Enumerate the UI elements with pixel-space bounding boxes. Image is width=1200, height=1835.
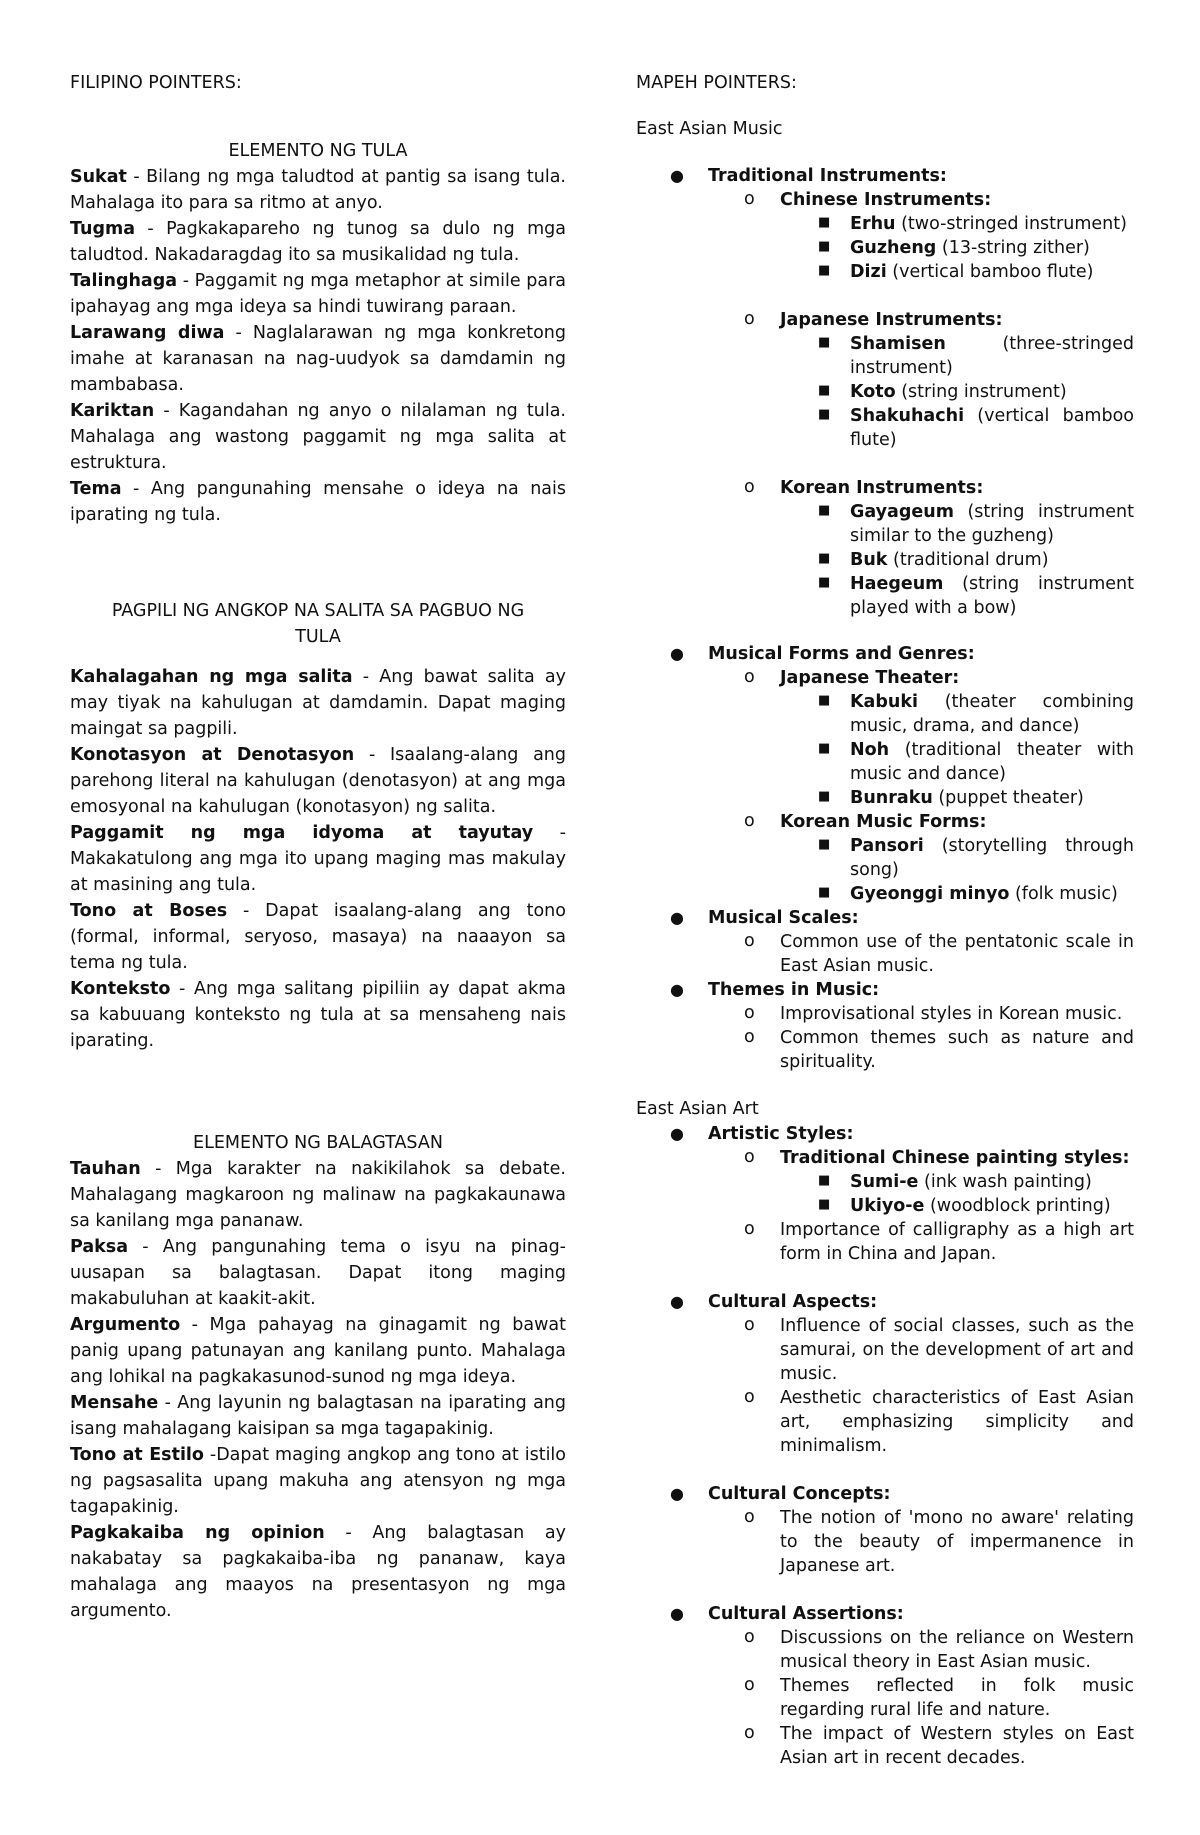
themes-list (708, 1002, 1134, 1074)
east-asian-art-title: East Asian Art (636, 1099, 759, 1119)
term-entry: Paksa - Ang pangunahing tema o isyu na pinag-uusapan sa balagtasan. Dapat itong maging makabuluhan at kaakit-akit. (70, 1237, 566, 1309)
list-item: o Japanese Instruments: ■ Shamisen (three-stringed instrument) ■ Koto (string instrument) ■ Shakuhachi (vertical bamboo flute) (744, 309, 1134, 450)
term-entry: Kahalagahan ng mga salita - Ang bawat salita ay may tiyak na kahulugan at damdamin. Dapat maging maingat sa pagpili. (70, 667, 566, 739)
list-item: o Discussions on the reliance on Western musical theory in East Asian music. (744, 1627, 1134, 1672)
circle-bullet-icon: o (744, 1315, 755, 1335)
term-entry: Tono at Estilo -Dapat maging angkop ang tono at istilo ng pagsasalita upang makuha ang atensyon ng mga tagapakinig. (70, 1445, 566, 1517)
assertions-list (708, 1626, 1134, 1770)
list-item: ■ Gayageum (string instrument similar to the guzheng) (780, 500, 1134, 548)
square-bullet-icon: ■ (818, 263, 831, 278)
term-entry: Tono at Boses - Dapat isaalang-alang ang tono (formal, informal, seryoso, masaya) na naaayon sa tema ng tula. (70, 901, 566, 973)
term-entry: Konotasyon at Denotasyon - Isaalang-alang ang parehong literal na kahulugan (denotasyon) at ang mga emosyonal na kahulugan (konotasyon) ng salita. (70, 745, 566, 817)
term-entry: Argumento - Mga pahayag na ginagamit ng bawat panig upang patunayan ang kanilang punto. Mahalaga ang lohikal na pagkakasunod-sunod ng mga ideya. (70, 1315, 566, 1387)
bullet-icon: ● (670, 644, 684, 663)
circle-bullet-icon: o (744, 931, 755, 951)
list-item: o Chinese Instruments: ■ Erhu (two-stringed instrument) ■ Guzheng (13-string zither) ■ Dizi (vertical bamboo flute) (708, 188, 1134, 284)
square-bullet-icon: ■ (818, 335, 831, 350)
east-asian-music-title: East Asian Music (636, 119, 783, 139)
list-item: ■ Shakuhachi (vertical bamboo flute) (780, 404, 1134, 452)
bullet-icon: ● (670, 1292, 684, 1311)
square-bullet-icon: ■ (818, 1173, 831, 1188)
painting-styles-list (780, 1170, 1134, 1218)
list-item: o Improvisational styles in Korean music. (744, 1003, 1123, 1024)
section-title-pagpili: PAGPILI NG ANGKOP NA SALITA SA PAGBUO NG TULA (111, 601, 525, 647)
list-item: ● Musical Scales: o Common use of the pentatonic scale in East Asian music. (670, 908, 1134, 976)
square-bullet-icon: ■ (818, 383, 831, 398)
term-entry: Sukat - Bilang ng mga taludtod at pantig sa isang tula. Mahalaga ito para sa ritmo at anyo. (70, 167, 566, 213)
square-bullet-icon: ■ (818, 693, 831, 708)
circle-bullet-icon: o (744, 1027, 755, 1047)
circle-bullet-icon: o (744, 1147, 755, 1167)
circle-bullet-icon: o (744, 1627, 755, 1647)
bullet-icon: ● (670, 980, 684, 999)
list-item: o Common use of the pentatonic scale in East Asian music. (744, 931, 1134, 976)
square-bullet-icon: ■ (818, 407, 831, 422)
list-item: o The notion of 'mono no aware' relating to the beauty of impermanence in Japanese art. (744, 1507, 1134, 1576)
circle-bullet-icon: o (744, 1723, 755, 1743)
section-title-elemento-ng-tula: ELEMENTO NG TULA (228, 141, 408, 161)
term-entry: Mensahe - Ang layunin ng balagtasan na iparating ang isang mahalagang kaisipan sa mga tagapakinig. (70, 1393, 566, 1439)
chinese-instrument-list (780, 212, 1134, 284)
scales-list (708, 930, 1134, 978)
list-item: ■ Bunraku (puppet theater) (780, 786, 1134, 810)
list-item: ■ Gyeonggi minyo (folk music) (780, 882, 1134, 906)
list-item: ■ Pansori (storytelling through song) (780, 834, 1134, 882)
circle-bullet-icon: o (744, 189, 755, 209)
square-bullet-icon: ■ (818, 239, 831, 254)
term-entry: Tugma - Pagkakapareho ng tunog sa dulo ng mga taludtod. Nakadaragdag ito sa musikalidad ng tula. (70, 219, 566, 265)
term-entry: Paggamit ng mga idyoma at tayutay - Makakatulong ang mga ito upang maging mas makulay at masining ang tula. (70, 823, 566, 895)
term-entry: Talinghaga - Paggamit ng mga metaphor at simile para ipahayag ang mga ideya sa hindi tuwirang paraan. (70, 271, 566, 317)
square-bullet-icon: ■ (818, 837, 831, 852)
bullet-icon: ● (670, 908, 684, 927)
mapeh-header: MAPEH POINTERS: (636, 73, 797, 93)
circle-bullet-icon: o (744, 1507, 755, 1527)
square-bullet-icon: ■ (818, 741, 831, 756)
circle-bullet-icon: o (744, 1003, 755, 1023)
list-item: o Korean Instruments: ■ Gayageum (string instrument similar to the guzheng) ■ Buk (traditional drum) ■ Haegeum (string instrument played with a bow) (744, 477, 1134, 618)
styles-list (708, 1146, 1134, 1266)
list-item: ■ Guzheng (13-string zither) (780, 236, 1134, 260)
list-item: o Common themes such as nature and spirituality. (744, 1027, 1134, 1072)
list-item: ■ Haegeum (string instrument played with a bow) (780, 572, 1134, 620)
list-item: ● Musical Forms and Genres: o Japanese Theater: ■ Kabuki (theater combining music, drama, and dance) ■ Noh (traditional theater with music and dance) ■ Bunraku (puppet theater) o Korean Music Forms: ■ Pansori (storytelling through song) ■ Gyeonggi minyo (folk music) (670, 644, 1134, 904)
list-item: ● Cultural Assertions: o Discussions on the reliance on Western musical theory in East Asian music. o Themes reflected in folk music regarding rural life and nature. o The impact of Western styles on East Asian art in recent decades. (670, 1604, 1134, 1768)
list-item: o The impact of Western styles on East Asian art in recent decades. (744, 1723, 1134, 1768)
list-item: ● Cultural Concepts: o The notion of 'mono no aware' relating to the beauty of impermanence in Japanese art. (670, 1484, 1134, 1576)
art-list (636, 1122, 1134, 1770)
list-item: ■ Koto (string instrument) (780, 380, 1134, 404)
list-item: o Importance of calligraphy as a high art form in China and Japan. (744, 1219, 1134, 1264)
list-item: ● Cultural Aspects: o Influence of social classes, such as the samurai, on the development of art and music. o Aesthetic characteristics of East Asian art, emphasizing simplicity and minimalism. (670, 1292, 1134, 1456)
filipino-header: FILIPINO POINTERS: (70, 73, 242, 93)
list-item: ■ Erhu (two-stringed instrument) (780, 212, 1134, 236)
mapeh-column (636, 58, 1134, 1770)
japanese-theater-list (780, 690, 1134, 810)
pagpili-list (70, 664, 566, 1054)
term-entry: Pagkakaiba ng opinion - Ang balagtasan ay nakabatay sa pagkakaiba-iba ng pananaw, kaya mahalaga ang maayos na presentasyon ng mga argumento. (70, 1523, 566, 1621)
list-item: ● Themes in Music: o Improvisational styles in Korean music. o Common themes such as nature and spirituality. (670, 980, 1134, 1072)
list-item: ■ Dizi (vertical bamboo flute) (780, 260, 1134, 284)
square-bullet-icon: ■ (818, 215, 831, 230)
square-bullet-icon: ■ (818, 885, 831, 900)
square-bullet-icon: ■ (818, 789, 831, 804)
circle-bullet-icon: o (744, 1219, 755, 1239)
list-item: o Influence of social classes, such as the samurai, on the development of art and music. (744, 1315, 1134, 1384)
japanese-instrument-list (780, 332, 1134, 452)
list-item: o Japanese Theater: ■ Kabuki (theater combining music, drama, and dance) ■ Noh (traditional theater with music and dance) ■ Bunraku (puppet theater) (744, 667, 1134, 808)
square-bullet-icon: ■ (818, 575, 831, 590)
bullet-icon: ● (670, 1124, 684, 1143)
list-item: ● Artistic Styles: o Traditional Chinese painting styles: ■ Sumi-e (ink wash painting) ■ Ukiyo-e (woodblock printing) o Importance of calligraphy as a high art form in China and Japan. (670, 1124, 1134, 1264)
square-bullet-icon: ■ (818, 551, 831, 566)
term-entry: Tema - Ang pangunahing mensahe o ideya na nais iparating ng tula. (70, 479, 566, 525)
list-item: ■ Kabuki (theater combining music, drama, and dance) (780, 690, 1134, 738)
square-bullet-icon: ■ (818, 503, 831, 518)
square-bullet-icon: ■ (818, 1197, 831, 1212)
tula-elements-list (70, 164, 566, 528)
list-item: o Korean Music Forms: ■ Pansori (storytelling through song) ■ Gyeonggi minyo (folk music) (744, 811, 1134, 904)
list-item: o Traditional Chinese painting styles: ■ Sumi-e (ink wash painting) ■ Ukiyo-e (woodblock printing) (708, 1146, 1134, 1218)
list-item: ■ Sumi-e (ink wash painting) (780, 1170, 1134, 1194)
term-entry: Tauhan - Mga karakter na nakikilahok sa debate. Mahalagang magkaroon ng malinaw na pagkakaunawa sa kanilang mga pananaw. (70, 1159, 566, 1231)
circle-bullet-icon: o (744, 309, 755, 329)
term-entry: Larawang diwa - Naglalarawan ng mga konkretong imahe at karanasan na nag-uudyok sa damdamin ng mambabasa. (70, 323, 566, 395)
circle-bullet-icon: o (744, 1675, 755, 1695)
instrument-groups (708, 188, 1134, 620)
list-item: ■ Shamisen (three-stringed instrument) (780, 332, 1134, 380)
circle-bullet-icon: o (744, 811, 755, 831)
korean-instrument-list (780, 500, 1134, 620)
korean-forms-list (780, 834, 1134, 906)
list-item: ● Traditional Instruments: o Chinese Instruments: ■ Erhu (two-stringed instrument) ■ Guzheng (13-string zither) ■ Dizi (vertical bamboo flute) o Japanese Instruments: ■ Shamisen (three-stringed instrument) ■ Koto (string instrument) ■ Shakuhachi (vertical bamboo flute) o Korean Instruments: ■ Gayageum (string instrument similar to the guzheng) ■ Buk (traditional drum) ■ Haegeum (string instrument played with a bow) (670, 166, 1134, 618)
section-title-balagtasan: ELEMENTO NG BALAGTASAN (193, 1133, 443, 1153)
music-list (636, 164, 1134, 1074)
list-item: ■ Noh (traditional theater with music and dance) (780, 738, 1134, 786)
circle-bullet-icon: o (744, 1387, 755, 1407)
list-item: o Themes reflected in folk music regarding rural life and nature. (744, 1675, 1134, 1720)
bullet-icon: ● (670, 166, 684, 185)
filipino-column (70, 58, 566, 1624)
circle-bullet-icon: o (744, 477, 755, 497)
concepts-list (708, 1506, 1134, 1578)
list-item: ■ Ukiyo-e (woodblock printing) (780, 1194, 1134, 1218)
circle-bullet-icon: o (744, 667, 755, 687)
bullet-icon: ● (670, 1484, 684, 1503)
aspects-list (708, 1314, 1134, 1458)
list-item: ■ Buk (traditional drum) (780, 548, 1134, 572)
term-entry: Konteksto - Ang mga salitang pipiliin ay dapat akma sa kabuuang konteksto ng tula at sa mensaheng nais iparating. (70, 979, 566, 1051)
term-entry: Kariktan - Kagandahan ng anyo o nilalaman ng tula. Mahalaga ang wastong paggamit ng mga salita at estruktura. (70, 401, 566, 473)
balagtasan-list (70, 1156, 566, 1624)
bullet-icon: ● (670, 1604, 684, 1623)
forms-groups (708, 666, 1134, 906)
list-item: o Aesthetic characteristics of East Asian art, emphasizing simplicity and minimalism. (744, 1387, 1134, 1456)
